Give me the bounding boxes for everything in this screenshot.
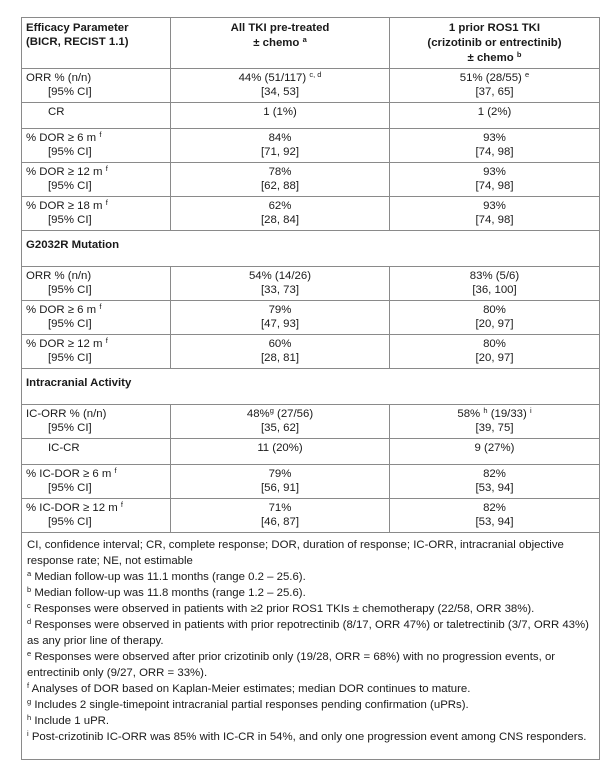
footnote-g bbox=[27, 697, 594, 713]
cell bbox=[171, 197, 390, 231]
label: % DOR ≥ 6 m bbox=[26, 304, 97, 316]
header-one-prior-tki bbox=[390, 18, 600, 69]
footnote-mark: b bbox=[516, 50, 522, 59]
footnote-text: Analyses of DOR based on Kaplan-Meier estimates; median DOR continues to mature. bbox=[29, 683, 471, 695]
value: (19/33) bbox=[490, 408, 527, 420]
ci-value: [36, 100] bbox=[472, 284, 517, 296]
footnote-mark: h bbox=[483, 406, 488, 415]
value: 48% bbox=[246, 408, 270, 420]
footnote-mark: g bbox=[269, 406, 274, 415]
ci-value: [71, 92] bbox=[261, 146, 299, 158]
row-label bbox=[22, 499, 171, 533]
footnote-b bbox=[27, 585, 594, 601]
ci-value: [53, 94] bbox=[475, 516, 514, 528]
ci-value: [20, 97] bbox=[475, 318, 514, 330]
table-row-ic-orr bbox=[22, 405, 600, 439]
section-header-g2032r bbox=[22, 231, 600, 267]
ci-value: [53, 94] bbox=[475, 482, 514, 494]
label: % DOR ≥ 18 m bbox=[26, 200, 103, 212]
ci-label: [95% CI] bbox=[48, 516, 92, 528]
cell bbox=[390, 103, 600, 129]
value: 79% bbox=[268, 304, 292, 316]
footnotes-row bbox=[22, 533, 600, 760]
ci-value: [33, 73] bbox=[261, 284, 299, 296]
row-label bbox=[22, 439, 171, 465]
cell bbox=[390, 439, 600, 465]
row-label bbox=[22, 301, 171, 335]
ci-value: [34, 53] bbox=[261, 86, 299, 98]
label: % DOR ≥ 12 m bbox=[26, 166, 103, 178]
table-row-dor6 bbox=[22, 129, 600, 163]
cell bbox=[171, 335, 390, 369]
header-text: ± chemo bbox=[467, 52, 514, 64]
value: 84% bbox=[268, 132, 292, 144]
row-label bbox=[22, 163, 171, 197]
ci-label: [95% CI] bbox=[48, 482, 92, 494]
footnote-e bbox=[27, 649, 594, 681]
value: 51% (28/55) bbox=[459, 72, 522, 84]
table-row-ic-dor6 bbox=[22, 465, 600, 499]
footnote-mark: i bbox=[529, 406, 532, 415]
footnote-mark: d bbox=[27, 617, 32, 626]
row-label bbox=[22, 129, 171, 163]
footnote-f bbox=[27, 681, 594, 697]
value: 78% bbox=[268, 166, 292, 178]
cell bbox=[390, 405, 600, 439]
ci-label: [95% CI] bbox=[48, 146, 92, 158]
ci-value: [74, 98] bbox=[475, 214, 514, 226]
footnote-mark: f bbox=[105, 336, 108, 345]
ci-value: [39, 75] bbox=[475, 422, 514, 434]
row-label bbox=[22, 267, 171, 301]
ci-value: [56, 91] bbox=[261, 482, 299, 494]
footnote-d bbox=[27, 617, 594, 649]
row-label bbox=[22, 103, 171, 129]
ci-label: [95% CI] bbox=[48, 214, 92, 226]
cell bbox=[390, 197, 600, 231]
table-row-g2032r-orr bbox=[22, 267, 600, 301]
footnote-mark: a bbox=[302, 35, 307, 44]
ci-label: [95% CI] bbox=[48, 422, 92, 434]
footnotes bbox=[22, 533, 600, 760]
footnote-a bbox=[27, 569, 594, 585]
footnote-mark: h bbox=[27, 713, 32, 722]
header-text: (BICR, RECIST 1.1) bbox=[26, 36, 129, 48]
ci-label: [95% CI] bbox=[48, 86, 92, 98]
value: 93% bbox=[483, 200, 506, 212]
header-parameter bbox=[22, 18, 171, 69]
ci-value: [35, 62] bbox=[261, 422, 299, 434]
footnote-i bbox=[27, 729, 594, 745]
value: (27/56) bbox=[277, 408, 314, 420]
cell bbox=[390, 499, 600, 533]
label: CR bbox=[48, 106, 65, 118]
section-header-intracranial bbox=[22, 369, 600, 405]
table-row-dor18 bbox=[22, 197, 600, 231]
cell bbox=[390, 335, 600, 369]
cell bbox=[171, 405, 390, 439]
footnote-mark: e bbox=[27, 649, 32, 658]
label: % DOR ≥ 6 m bbox=[26, 132, 97, 144]
label: ORR % (n/n) bbox=[26, 270, 92, 282]
footnote-mark: f bbox=[27, 681, 30, 690]
table-row-g2032r-dor12 bbox=[22, 335, 600, 369]
label: IC-ORR % (n/n) bbox=[26, 408, 107, 420]
footnote-c bbox=[27, 601, 594, 617]
ci-value: [28, 84] bbox=[261, 214, 299, 226]
cell bbox=[171, 129, 390, 163]
row-label bbox=[22, 465, 171, 499]
value: 9 (27%) bbox=[474, 442, 515, 454]
ci-value: [74, 98] bbox=[475, 180, 514, 192]
footnote-mark: g bbox=[27, 697, 32, 706]
cell bbox=[171, 465, 390, 499]
table-row-orr bbox=[22, 69, 600, 103]
header-row bbox=[22, 18, 600, 69]
value: 79% bbox=[268, 468, 292, 480]
value: 82% bbox=[483, 502, 506, 514]
header-text: Efficacy Parameter bbox=[26, 22, 129, 34]
ci-value: [46, 87] bbox=[261, 516, 299, 528]
cell bbox=[171, 163, 390, 197]
ci-value: [20, 97] bbox=[475, 352, 514, 364]
footnote-mark: b bbox=[27, 585, 32, 594]
row-label bbox=[22, 405, 171, 439]
value: 54% (14/26) bbox=[248, 270, 312, 282]
row-label bbox=[22, 335, 171, 369]
ci-label: [95% CI] bbox=[48, 284, 92, 296]
cell bbox=[390, 267, 600, 301]
ci-value: [74, 98] bbox=[475, 146, 514, 158]
ci-value: [28, 81] bbox=[261, 352, 299, 364]
cell bbox=[390, 465, 600, 499]
section-title: G2032R Mutation bbox=[22, 231, 600, 267]
value: 82% bbox=[483, 468, 506, 480]
value: 93% bbox=[483, 132, 506, 144]
row-label bbox=[22, 197, 171, 231]
footnote-mark: e bbox=[525, 70, 530, 79]
cell bbox=[390, 301, 600, 335]
cell bbox=[171, 439, 390, 465]
label: IC-CR bbox=[48, 442, 80, 454]
table-row-ic-dor12 bbox=[22, 499, 600, 533]
efficacy-table bbox=[21, 17, 600, 760]
table-row-dor12 bbox=[22, 163, 600, 197]
table-row-g2032r-dor6 bbox=[22, 301, 600, 335]
value: 58% bbox=[457, 408, 481, 420]
value: 93% bbox=[483, 166, 506, 178]
value: 80% bbox=[483, 338, 506, 350]
footnote-mark: f bbox=[114, 466, 117, 475]
footnote-text: Responses were observed after prior crizotinib only (19/28, ORR = 68%) with no progression events, or entrectinib only (9/27, ORR = 33%). bbox=[27, 651, 556, 679]
ci-label: [95% CI] bbox=[48, 180, 92, 192]
cell bbox=[390, 129, 600, 163]
value: 71% bbox=[268, 502, 292, 514]
footnote-mark: f bbox=[105, 164, 108, 173]
row-label bbox=[22, 69, 171, 103]
label: % IC-DOR ≥ 12 m bbox=[26, 502, 118, 514]
header-all-tki bbox=[171, 18, 390, 69]
cell bbox=[171, 301, 390, 335]
header-text: (crizotinib or entrectinib) bbox=[427, 37, 562, 49]
table-row-cr bbox=[22, 103, 600, 129]
value: 11 (20%) bbox=[257, 442, 303, 454]
header-text: ± chemo bbox=[253, 37, 300, 49]
footnote-text: Responses were observed in patients with prior repotrectinib (8/17, ORR 47%) or taletrectinib (3/7, ORR 43%) as any prior line of therapy. bbox=[27, 619, 589, 647]
ci-label: [95% CI] bbox=[48, 352, 92, 364]
label: % IC-DOR ≥ 6 m bbox=[26, 468, 112, 480]
label: ORR % (n/n) bbox=[26, 72, 92, 84]
cell bbox=[171, 103, 390, 129]
cell bbox=[171, 69, 390, 103]
value: 1 (2%) bbox=[477, 106, 512, 118]
header-text: 1 prior ROS1 TKI bbox=[448, 22, 541, 34]
cell bbox=[171, 499, 390, 533]
value: 1 (1%) bbox=[263, 106, 297, 118]
footnote-text: Median follow-up was 11.1 months (range 0.2 – 25.6). bbox=[31, 571, 306, 583]
footnote-mark: i bbox=[27, 729, 29, 738]
footnote-h bbox=[27, 713, 594, 729]
footnote-text: Includes 2 single-timepoint intracranial partial responses pending confirmation (uPRs). bbox=[31, 699, 469, 711]
table-row-ic-cr bbox=[22, 439, 600, 465]
ci-value: [37, 65] bbox=[475, 86, 514, 98]
cell bbox=[390, 163, 600, 197]
section-title: Intracranial Activity bbox=[22, 369, 600, 405]
ci-label: [95% CI] bbox=[48, 318, 92, 330]
ci-value: [62, 88] bbox=[261, 180, 299, 192]
footnote-text: Median follow-up was 11.8 months (range 1.2 – 25.6). bbox=[31, 587, 306, 599]
footnote-mark: a bbox=[27, 569, 32, 578]
footnote-mark: f bbox=[99, 130, 102, 139]
cell bbox=[171, 267, 390, 301]
footnote-mark: f bbox=[120, 500, 123, 509]
value: 62% bbox=[268, 200, 292, 212]
value: 80% bbox=[483, 304, 506, 316]
footnote-mark: c, d bbox=[309, 70, 322, 79]
footnote-mark: c bbox=[27, 601, 31, 610]
footnote-mark: f bbox=[105, 198, 108, 207]
cell bbox=[390, 69, 600, 103]
footnote-text: Responses were observed in patients with ≥2 prior ROS1 TKIs ± chemotherapy (22/58, ORR 38%). bbox=[30, 603, 535, 615]
ci-value: [47, 93] bbox=[261, 318, 299, 330]
abbreviations: CI, confidence interval; CR, complete response; DOR, duration of response; IC-ORR, intracranial objective response rate; NE, not estimable bbox=[27, 539, 564, 567]
value: 44% (51/117) bbox=[238, 72, 307, 84]
label: % DOR ≥ 12 m bbox=[26, 338, 103, 350]
footnote-text: Include 1 uPR. bbox=[31, 715, 110, 727]
value: 60% bbox=[268, 338, 292, 350]
header-text: All TKI pre-treated bbox=[230, 22, 330, 34]
value: 83% (5/6) bbox=[469, 270, 520, 282]
footnote-mark: f bbox=[99, 302, 102, 311]
footnote-text: Post-crizotinib IC-ORR was 85% with IC-CR in 54%, and only one progression event among CNS responders. bbox=[28, 731, 587, 743]
